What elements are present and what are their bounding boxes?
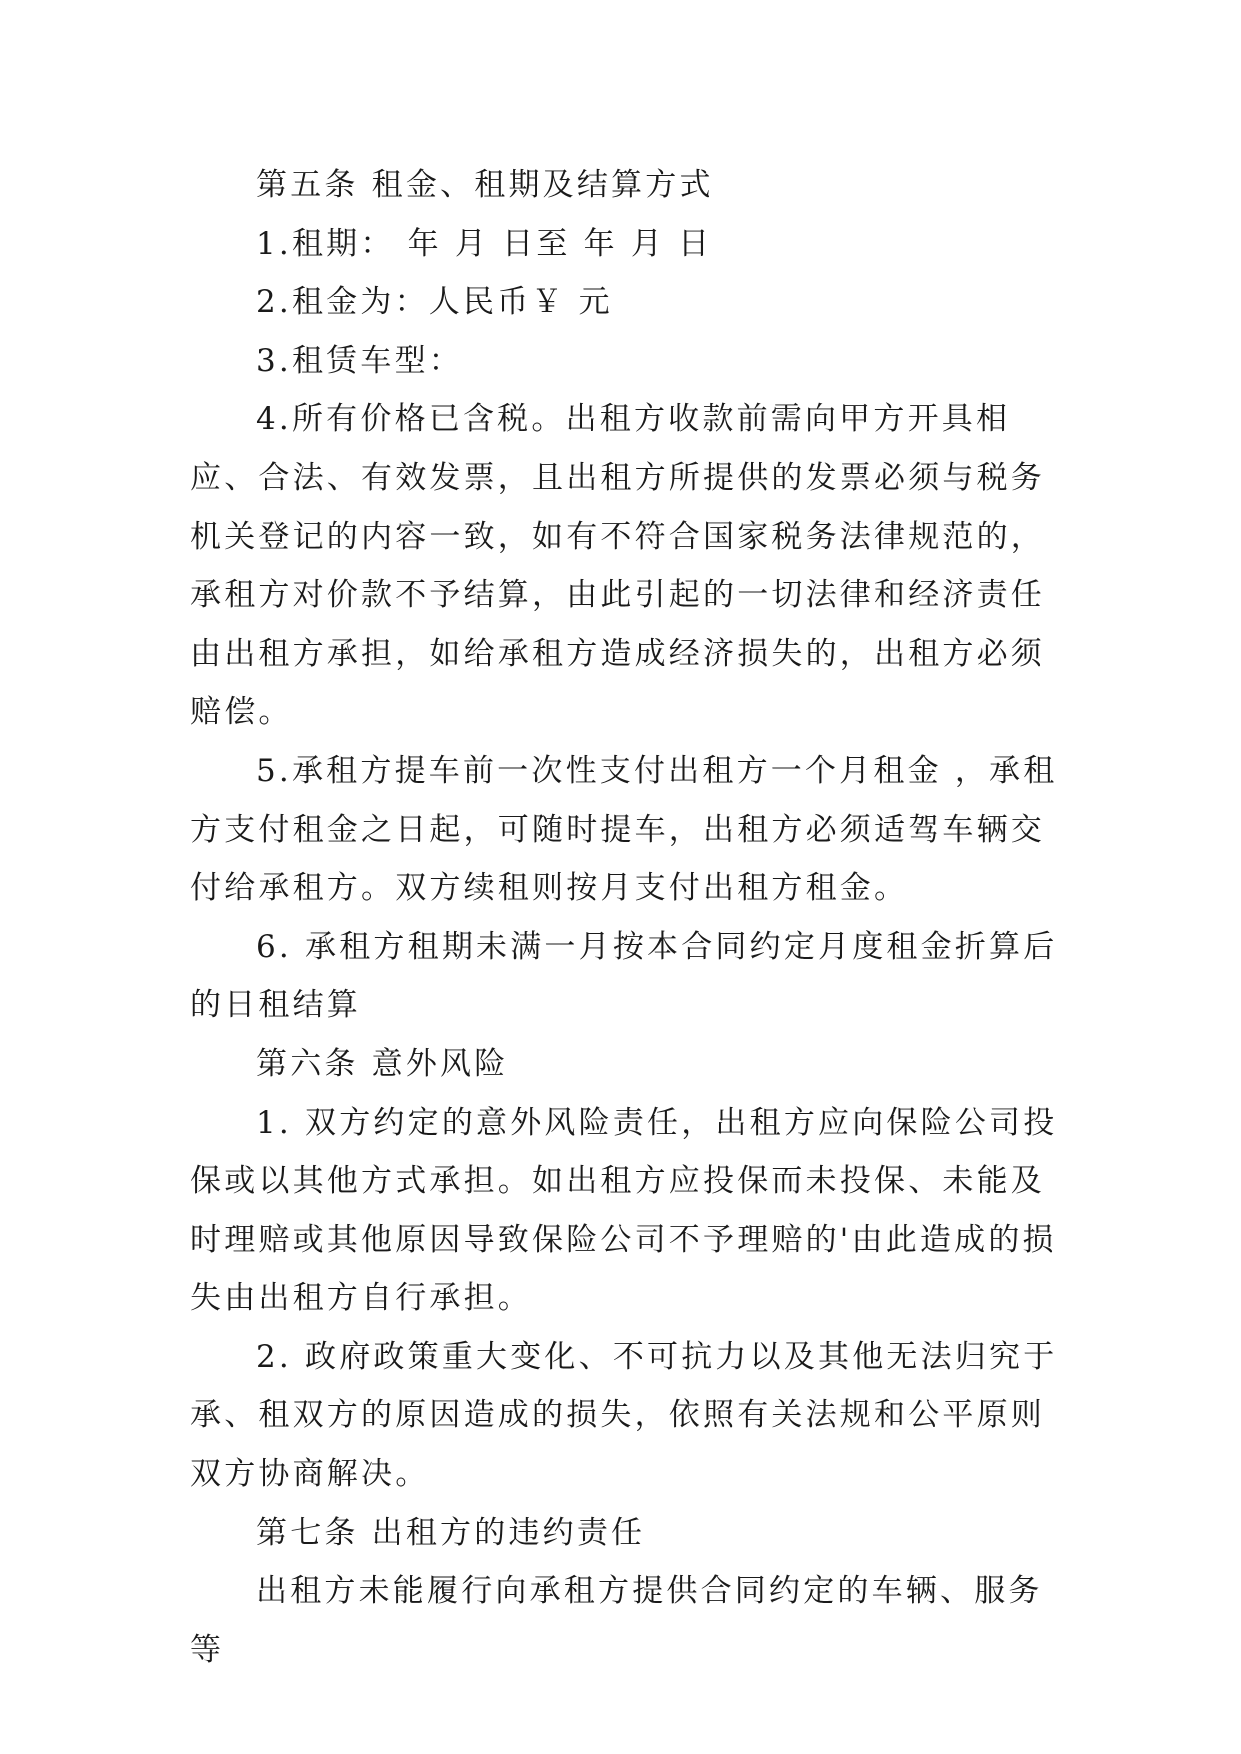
clause-5-3-vehicle-model: 3.租赁车型： (256, 342, 463, 379)
section-7-body: 出租方未能履行向承租方提供合同约定的车辆、服务等 (190, 1573, 1043, 1668)
section-7-heading: 第七条 出租方的违约责任 (256, 1514, 646, 1551)
section-5-heading: 第五条 租金、租期及结算方式 (256, 167, 714, 203)
clause-5-4-tax-invoice: 4.所有价格已含税。出租方收款前需向甲方开具相应、合法、有效发票，且出租方所提供的发票必须与税务机关登记的内容一致，如有不符合国家税务法律规范的，承租方对价款不予结算，由此引起的一切法律和经济责任由出租方承担，如给承租方造成经济损失的，出租方必须赔偿。 (190, 401, 1045, 731)
clause-5-2-rent-amount: 2.租金为：人民币￥ 元 (256, 284, 613, 321)
clause-6-2-force-majeure: 2. 政府政策重大变化、不可抗力以及其他无法归究于承、租双方的原因造成的损失，依照有关法规和公平原则双方协商解决。 (190, 1338, 1058, 1493)
document-body (190, 156, 1070, 1679)
clause-5-6-daily-settlement: 6. 承租方租期未满一月按本合同约定月度租金折算后的日租结算 (190, 928, 1058, 1024)
clause-6-1-insurance: 1. 双方约定的意外风险责任，出租方应向保险公司投保或以其他方式承担。如出租方应投保而未投保、未能及时理赔或其他原因导致保险公司不予理赔的'由此造成的损失由出租方自行承担。 (190, 1104, 1058, 1317)
clause-5-1-lease-term: 1.租期： 年 月 日至 年 月 日 (256, 225, 713, 262)
clause-5-5-payment: 5.承租方提车前一次性支付出租方一个月租金 ，承租方支付租金之日起，可随时提车，出租方必须适驾车辆交付给承租方。双方续租则按月支付出租方租金。 (190, 752, 1058, 907)
section-6-heading: 第六条 意外风险 (256, 1045, 509, 1082)
